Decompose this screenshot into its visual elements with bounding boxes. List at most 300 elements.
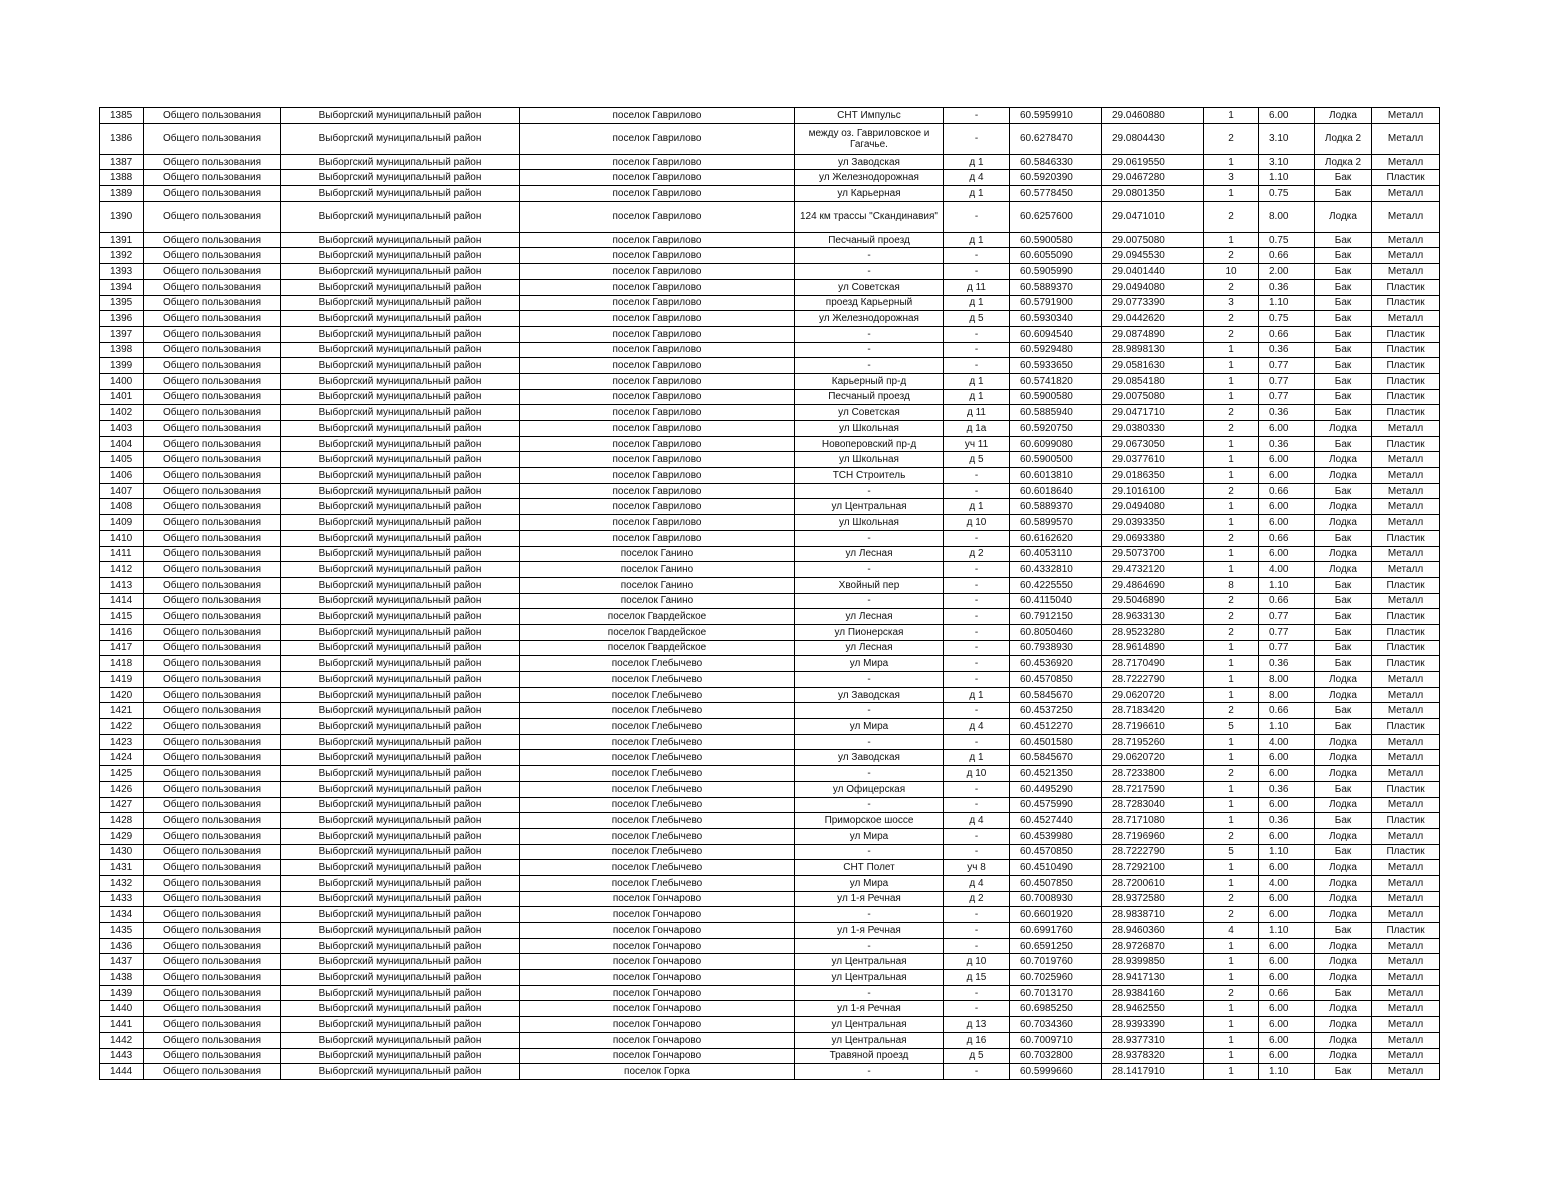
cell-count: 1	[1204, 750, 1259, 766]
cell-latitude: 60.4521350	[1010, 766, 1102, 782]
cell-row-number: 1398	[100, 342, 144, 358]
cell-settlement: поселок Глебычево	[520, 672, 795, 688]
cell-material: Металл	[1372, 828, 1440, 844]
cell-latitude: 60.6601920	[1010, 907, 1102, 923]
table-row	[100, 311, 1440, 327]
cell-volume: 0.77	[1259, 373, 1315, 389]
cell-row-number: 1393	[100, 264, 144, 280]
cell-material: Металл	[1372, 515, 1440, 531]
cell-settlement: поселок Гончарово	[520, 891, 795, 907]
cell-count: 2	[1204, 703, 1259, 719]
cell-volume: 0.77	[1259, 609, 1315, 625]
cell-container-type: Лодка	[1315, 1048, 1372, 1064]
table-row	[100, 389, 1440, 405]
cell-district: Выборгский муниципальный район	[281, 546, 520, 562]
cell-district: Выборгский муниципальный район	[281, 326, 520, 342]
table-row	[100, 640, 1440, 656]
cell-settlement: поселок Гаврилово	[520, 311, 795, 327]
cell-house: -	[944, 938, 1010, 954]
cell-house: д 2	[944, 546, 1010, 562]
cell-material: Пластик	[1372, 170, 1440, 186]
cell-volume: 8.00	[1259, 687, 1315, 703]
cell-district: Выборгский муниципальный район	[281, 468, 520, 484]
cell-street: ТСН Строитель	[795, 468, 944, 484]
cell-house: д 4	[944, 170, 1010, 186]
cell-district: Выборгский муниципальный район	[281, 1001, 520, 1017]
cell-category: Общего пользования	[144, 405, 281, 421]
cell-category: Общего пользования	[144, 577, 281, 593]
cell-category: Общего пользования	[144, 248, 281, 264]
cell-settlement: поселок Глебычево	[520, 703, 795, 719]
cell-material: Металл	[1372, 452, 1440, 468]
cell-house: д 1	[944, 232, 1010, 248]
cell-container-type: Бак	[1315, 264, 1372, 280]
cell-material: Пластик	[1372, 609, 1440, 625]
cell-volume: 6.00	[1259, 1032, 1315, 1048]
cell-settlement: поселок Гаврилово	[520, 154, 795, 170]
cell-volume: 6.00	[1259, 452, 1315, 468]
cell-category: Общего пользования	[144, 389, 281, 405]
cell-material: Пластик	[1372, 656, 1440, 672]
cell-material: Металл	[1372, 891, 1440, 907]
cell-volume: 1.10	[1259, 844, 1315, 860]
cell-district: Выборгский муниципальный район	[281, 279, 520, 295]
cell-count: 1	[1204, 436, 1259, 452]
cell-count: 2	[1204, 123, 1259, 154]
cell-settlement: поселок Гаврилово	[520, 405, 795, 421]
cell-volume: 6.00	[1259, 766, 1315, 782]
cell-material: Пластик	[1372, 813, 1440, 829]
table-row	[100, 108, 1440, 124]
cell-latitude: 60.7008930	[1010, 891, 1102, 907]
cell-street: -	[795, 530, 944, 546]
cell-material: Металл	[1372, 1048, 1440, 1064]
cell-row-number: 1421	[100, 703, 144, 719]
cell-longitude: 28.7183420	[1102, 703, 1204, 719]
cell-street: -	[795, 907, 944, 923]
cell-settlement: поселок Гончарово	[520, 1048, 795, 1064]
table-row	[100, 923, 1440, 939]
cell-category: Общего пользования	[144, 311, 281, 327]
cell-volume: 6.00	[1259, 515, 1315, 531]
cell-settlement: поселок Глебычево	[520, 844, 795, 860]
cell-settlement: поселок Гаврилово	[520, 186, 795, 202]
table-row	[100, 186, 1440, 202]
cell-house: -	[944, 1064, 1010, 1080]
cell-house: -	[944, 609, 1010, 625]
cell-district: Выборгский муниципальный район	[281, 813, 520, 829]
data-table	[99, 107, 1440, 1080]
cell-count: 5	[1204, 844, 1259, 860]
cell-container-type: Бак	[1315, 295, 1372, 311]
cell-house: д 5	[944, 452, 1010, 468]
cell-district: Выборгский муниципальный район	[281, 703, 520, 719]
cell-longitude: 29.0442620	[1102, 311, 1204, 327]
cell-street: -	[795, 938, 944, 954]
cell-volume: 0.66	[1259, 530, 1315, 546]
cell-settlement: поселок Глебычево	[520, 860, 795, 876]
cell-row-number: 1442	[100, 1032, 144, 1048]
cell-row-number: 1439	[100, 985, 144, 1001]
table-row	[100, 1048, 1440, 1064]
cell-volume: 1.10	[1259, 170, 1315, 186]
cell-category: Общего пользования	[144, 562, 281, 578]
table-row	[100, 421, 1440, 437]
cell-house: -	[944, 703, 1010, 719]
table-row	[100, 1032, 1440, 1048]
cell-district: Выборгский муниципальный район	[281, 781, 520, 797]
cell-latitude: 60.5929480	[1010, 342, 1102, 358]
cell-container-type: Лодка	[1315, 687, 1372, 703]
cell-container-type: Лодка	[1315, 1032, 1372, 1048]
cell-latitude: 60.4510490	[1010, 860, 1102, 876]
cell-district: Выборгский муниципальный район	[281, 593, 520, 609]
cell-street: ул Пионерская	[795, 624, 944, 640]
cell-row-number: 1438	[100, 970, 144, 986]
cell-latitude: 60.4507850	[1010, 875, 1102, 891]
cell-count: 1	[1204, 186, 1259, 202]
cell-count: 1	[1204, 1017, 1259, 1033]
cell-count: 2	[1204, 766, 1259, 782]
cell-count: 2	[1204, 326, 1259, 342]
table-row	[100, 1064, 1440, 1080]
cell-count: 2	[1204, 985, 1259, 1001]
cell-longitude: 29.0460880	[1102, 108, 1204, 124]
cell-category: Общего пользования	[144, 609, 281, 625]
cell-category: Общего пользования	[144, 186, 281, 202]
cell-volume: 0.66	[1259, 326, 1315, 342]
cell-district: Выборгский муниципальный район	[281, 1017, 520, 1033]
cell-district: Выборгский муниципальный район	[281, 766, 520, 782]
cell-street: ул Лесная	[795, 640, 944, 656]
table-row	[100, 248, 1440, 264]
cell-category: Общего пользования	[144, 687, 281, 703]
cell-longitude: 28.1417910	[1102, 1064, 1204, 1080]
cell-street: Хвойный пер	[795, 577, 944, 593]
cell-longitude: 29.0494080	[1102, 499, 1204, 515]
cell-count: 1	[1204, 954, 1259, 970]
cell-street: ул Заводская	[795, 154, 944, 170]
cell-volume: 6.00	[1259, 891, 1315, 907]
table-row	[100, 624, 1440, 640]
cell-settlement: поселок Гаврилово	[520, 264, 795, 280]
cell-volume: 0.66	[1259, 985, 1315, 1001]
cell-container-type: Бак	[1315, 813, 1372, 829]
cell-house: д 4	[944, 875, 1010, 891]
cell-count: 1	[1204, 154, 1259, 170]
cell-house: -	[944, 264, 1010, 280]
cell-category: Общего пользования	[144, 515, 281, 531]
cell-street: ул Лесная	[795, 546, 944, 562]
cell-longitude: 29.4732120	[1102, 562, 1204, 578]
table-row	[100, 860, 1440, 876]
table-row	[100, 985, 1440, 1001]
cell-latitude: 60.5900580	[1010, 389, 1102, 405]
cell-latitude: 60.4575990	[1010, 797, 1102, 813]
cell-house: д 10	[944, 954, 1010, 970]
cell-street: ул 1-я Речная	[795, 923, 944, 939]
cell-house: уч 8	[944, 860, 1010, 876]
cell-latitude: 60.4527440	[1010, 813, 1102, 829]
cell-latitude: 60.4115040	[1010, 593, 1102, 609]
cell-district: Выборгский муниципальный район	[281, 719, 520, 735]
cell-count: 2	[1204, 609, 1259, 625]
cell-longitude: 28.7200610	[1102, 875, 1204, 891]
cell-district: Выборгский муниципальный район	[281, 687, 520, 703]
cell-row-number: 1396	[100, 311, 144, 327]
cell-material: Металл	[1372, 875, 1440, 891]
cell-street: между оз. Гавриловское и Гагачье.	[795, 123, 944, 154]
cell-house: -	[944, 201, 1010, 232]
cell-longitude: 28.9726870	[1102, 938, 1204, 954]
cell-district: Выборгский муниципальный район	[281, 264, 520, 280]
cell-category: Общего пользования	[144, 734, 281, 750]
cell-house: д 1	[944, 687, 1010, 703]
cell-row-number: 1391	[100, 232, 144, 248]
cell-material: Металл	[1372, 672, 1440, 688]
cell-longitude: 29.0393350	[1102, 515, 1204, 531]
cell-volume: 6.00	[1259, 108, 1315, 124]
cell-count: 1	[1204, 734, 1259, 750]
cell-count: 3	[1204, 295, 1259, 311]
cell-longitude: 29.1016100	[1102, 483, 1204, 499]
cell-material: Пластик	[1372, 923, 1440, 939]
cell-volume: 6.00	[1259, 1048, 1315, 1064]
cell-house: д 2	[944, 891, 1010, 907]
cell-longitude: 28.9614890	[1102, 640, 1204, 656]
cell-district: Выборгский муниципальный район	[281, 201, 520, 232]
cell-material: Пластик	[1372, 530, 1440, 546]
cell-settlement: поселок Гаврилово	[520, 326, 795, 342]
cell-latitude: 60.4570850	[1010, 672, 1102, 688]
cell-count: 2	[1204, 907, 1259, 923]
cell-longitude: 29.0773390	[1102, 295, 1204, 311]
cell-row-number: 1412	[100, 562, 144, 578]
cell-container-type: Лодка	[1315, 562, 1372, 578]
cell-street: Приморское шоссе	[795, 813, 944, 829]
cell-count: 1	[1204, 546, 1259, 562]
cell-volume: 6.00	[1259, 860, 1315, 876]
cell-row-number: 1395	[100, 295, 144, 311]
cell-street: -	[795, 1064, 944, 1080]
cell-category: Общего пользования	[144, 891, 281, 907]
cell-street: -	[795, 797, 944, 813]
cell-settlement: поселок Гончарово	[520, 907, 795, 923]
cell-count: 5	[1204, 719, 1259, 735]
cell-container-type: Лодка	[1315, 1001, 1372, 1017]
cell-latitude: 60.4225550	[1010, 577, 1102, 593]
cell-house: д 1	[944, 499, 1010, 515]
cell-district: Выборгский муниципальный район	[281, 891, 520, 907]
cell-longitude: 28.9372580	[1102, 891, 1204, 907]
cell-category: Общего пользования	[144, 875, 281, 891]
cell-latitude: 60.6257600	[1010, 201, 1102, 232]
cell-longitude: 29.5046890	[1102, 593, 1204, 609]
cell-district: Выборгский муниципальный район	[281, 828, 520, 844]
cell-house: -	[944, 985, 1010, 1001]
cell-latitude: 60.6018640	[1010, 483, 1102, 499]
cell-container-type: Бак	[1315, 373, 1372, 389]
cell-container-type: Бак	[1315, 656, 1372, 672]
cell-district: Выборгский муниципальный район	[281, 562, 520, 578]
cell-category: Общего пользования	[144, 813, 281, 829]
cell-material: Металл	[1372, 154, 1440, 170]
cell-district: Выборгский муниципальный район	[281, 970, 520, 986]
cell-settlement: поселок Гаврилово	[520, 530, 795, 546]
table-row	[100, 279, 1440, 295]
cell-count: 2	[1204, 421, 1259, 437]
cell-volume: 0.77	[1259, 358, 1315, 374]
cell-container-type: Лодка	[1315, 468, 1372, 484]
cell-house: д 4	[944, 813, 1010, 829]
cell-count: 2	[1204, 248, 1259, 264]
cell-row-number: 1434	[100, 907, 144, 923]
cell-category: Общего пользования	[144, 1001, 281, 1017]
cell-count: 1	[1204, 797, 1259, 813]
cell-latitude: 60.5933650	[1010, 358, 1102, 374]
cell-latitude: 60.6055090	[1010, 248, 1102, 264]
cell-row-number: 1440	[100, 1001, 144, 1017]
cell-container-type: Лодка	[1315, 499, 1372, 515]
cell-container-type: Бак	[1315, 358, 1372, 374]
cell-volume: 6.00	[1259, 828, 1315, 844]
cell-category: Общего пользования	[144, 452, 281, 468]
cell-settlement: поселок Гвардейское	[520, 640, 795, 656]
cell-house: -	[944, 468, 1010, 484]
cell-latitude: 60.5889370	[1010, 279, 1102, 295]
cell-house: д 1	[944, 186, 1010, 202]
cell-container-type: Лодка	[1315, 546, 1372, 562]
cell-material: Металл	[1372, 232, 1440, 248]
cell-house: -	[944, 797, 1010, 813]
cell-longitude: 28.9399850	[1102, 954, 1204, 970]
cell-longitude: 28.9393390	[1102, 1017, 1204, 1033]
cell-container-type: Лодка	[1315, 750, 1372, 766]
cell-material: Металл	[1372, 954, 1440, 970]
cell-material: Металл	[1372, 186, 1440, 202]
cell-material: Пластик	[1372, 405, 1440, 421]
cell-volume: 6.00	[1259, 499, 1315, 515]
cell-category: Общего пользования	[144, 750, 281, 766]
cell-row-number: 1411	[100, 546, 144, 562]
cell-district: Выборгский муниципальный район	[281, 860, 520, 876]
cell-house: -	[944, 844, 1010, 860]
cell-container-type: Лодка	[1315, 907, 1372, 923]
cell-container-type: Бак	[1315, 279, 1372, 295]
cell-street: -	[795, 483, 944, 499]
cell-count: 1	[1204, 232, 1259, 248]
table-row	[100, 342, 1440, 358]
cell-district: Выборгский муниципальный район	[281, 483, 520, 499]
cell-category: Общего пользования	[144, 468, 281, 484]
cell-district: Выборгский муниципальный район	[281, 734, 520, 750]
cell-settlement: поселок Гончарово	[520, 1032, 795, 1048]
cell-category: Общего пользования	[144, 295, 281, 311]
cell-row-number: 1425	[100, 766, 144, 782]
cell-district: Выборгский муниципальный район	[281, 295, 520, 311]
cell-material: Металл	[1372, 703, 1440, 719]
cell-volume: 3.10	[1259, 154, 1315, 170]
cell-category: Общего пользования	[144, 828, 281, 844]
cell-material: Металл	[1372, 1032, 1440, 1048]
cell-row-number: 1441	[100, 1017, 144, 1033]
cell-latitude: 60.4495290	[1010, 781, 1102, 797]
cell-row-number: 1415	[100, 609, 144, 625]
cell-category: Общего пользования	[144, 985, 281, 1001]
cell-street: ул Центральная	[795, 1017, 944, 1033]
cell-container-type: Бак	[1315, 703, 1372, 719]
cell-category: Общего пользования	[144, 499, 281, 515]
cell-latitude: 60.5900500	[1010, 452, 1102, 468]
cell-row-number: 1409	[100, 515, 144, 531]
cell-row-number: 1388	[100, 170, 144, 186]
cell-volume: 0.75	[1259, 311, 1315, 327]
cell-material: Металл	[1372, 311, 1440, 327]
cell-district: Выборгский муниципальный район	[281, 985, 520, 1001]
cell-volume: 6.00	[1259, 750, 1315, 766]
cell-count: 1	[1204, 499, 1259, 515]
cell-material: Металл	[1372, 797, 1440, 813]
cell-settlement: поселок Глебычево	[520, 750, 795, 766]
cell-settlement: поселок Гаврилово	[520, 499, 795, 515]
table-row	[100, 264, 1440, 280]
cell-container-type: Лодка	[1315, 766, 1372, 782]
cell-longitude: 28.7196960	[1102, 828, 1204, 844]
cell-row-number: 1427	[100, 797, 144, 813]
cell-material: Металл	[1372, 248, 1440, 264]
cell-material: Металл	[1372, 201, 1440, 232]
cell-settlement: поселок Гончарово	[520, 923, 795, 939]
table-row	[100, 358, 1440, 374]
cell-volume: 6.00	[1259, 468, 1315, 484]
table-row	[100, 468, 1440, 484]
cell-district: Выборгский муниципальный район	[281, 609, 520, 625]
cell-category: Общего пользования	[144, 530, 281, 546]
cell-row-number: 1431	[100, 860, 144, 876]
cell-settlement: поселок Гаврилово	[520, 515, 795, 531]
cell-row-number: 1410	[100, 530, 144, 546]
cell-latitude: 60.4537250	[1010, 703, 1102, 719]
table-row	[100, 295, 1440, 311]
cell-material: Металл	[1372, 750, 1440, 766]
cell-latitude: 60.4512270	[1010, 719, 1102, 735]
cell-row-number: 1416	[100, 624, 144, 640]
cell-settlement: поселок Глебычево	[520, 797, 795, 813]
cell-district: Выборгский муниципальный район	[281, 436, 520, 452]
cell-container-type: Бак	[1315, 923, 1372, 939]
cell-row-number: 1435	[100, 923, 144, 939]
cell-settlement: поселок Гаврилово	[520, 421, 795, 437]
cell-container-type: Лодка	[1315, 734, 1372, 750]
cell-settlement: поселок Гончарово	[520, 985, 795, 1001]
cell-latitude: 60.5899570	[1010, 515, 1102, 531]
cell-street: ул Школьная	[795, 421, 944, 437]
cell-settlement: поселок Гаврилово	[520, 123, 795, 154]
cell-settlement: поселок Глебычево	[520, 766, 795, 782]
cell-settlement: поселок Гаврилово	[520, 232, 795, 248]
cell-category: Общего пользования	[144, 703, 281, 719]
cell-count: 1	[1204, 389, 1259, 405]
cell-category: Общего пользования	[144, 1017, 281, 1033]
cell-house: д 1	[944, 389, 1010, 405]
cell-material: Металл	[1372, 562, 1440, 578]
cell-container-type: Бак	[1315, 609, 1372, 625]
table-row	[100, 515, 1440, 531]
cell-count: 1	[1204, 358, 1259, 374]
table-row	[100, 734, 1440, 750]
cell-district: Выборгский муниципальный район	[281, 232, 520, 248]
cell-container-type: Бак	[1315, 170, 1372, 186]
